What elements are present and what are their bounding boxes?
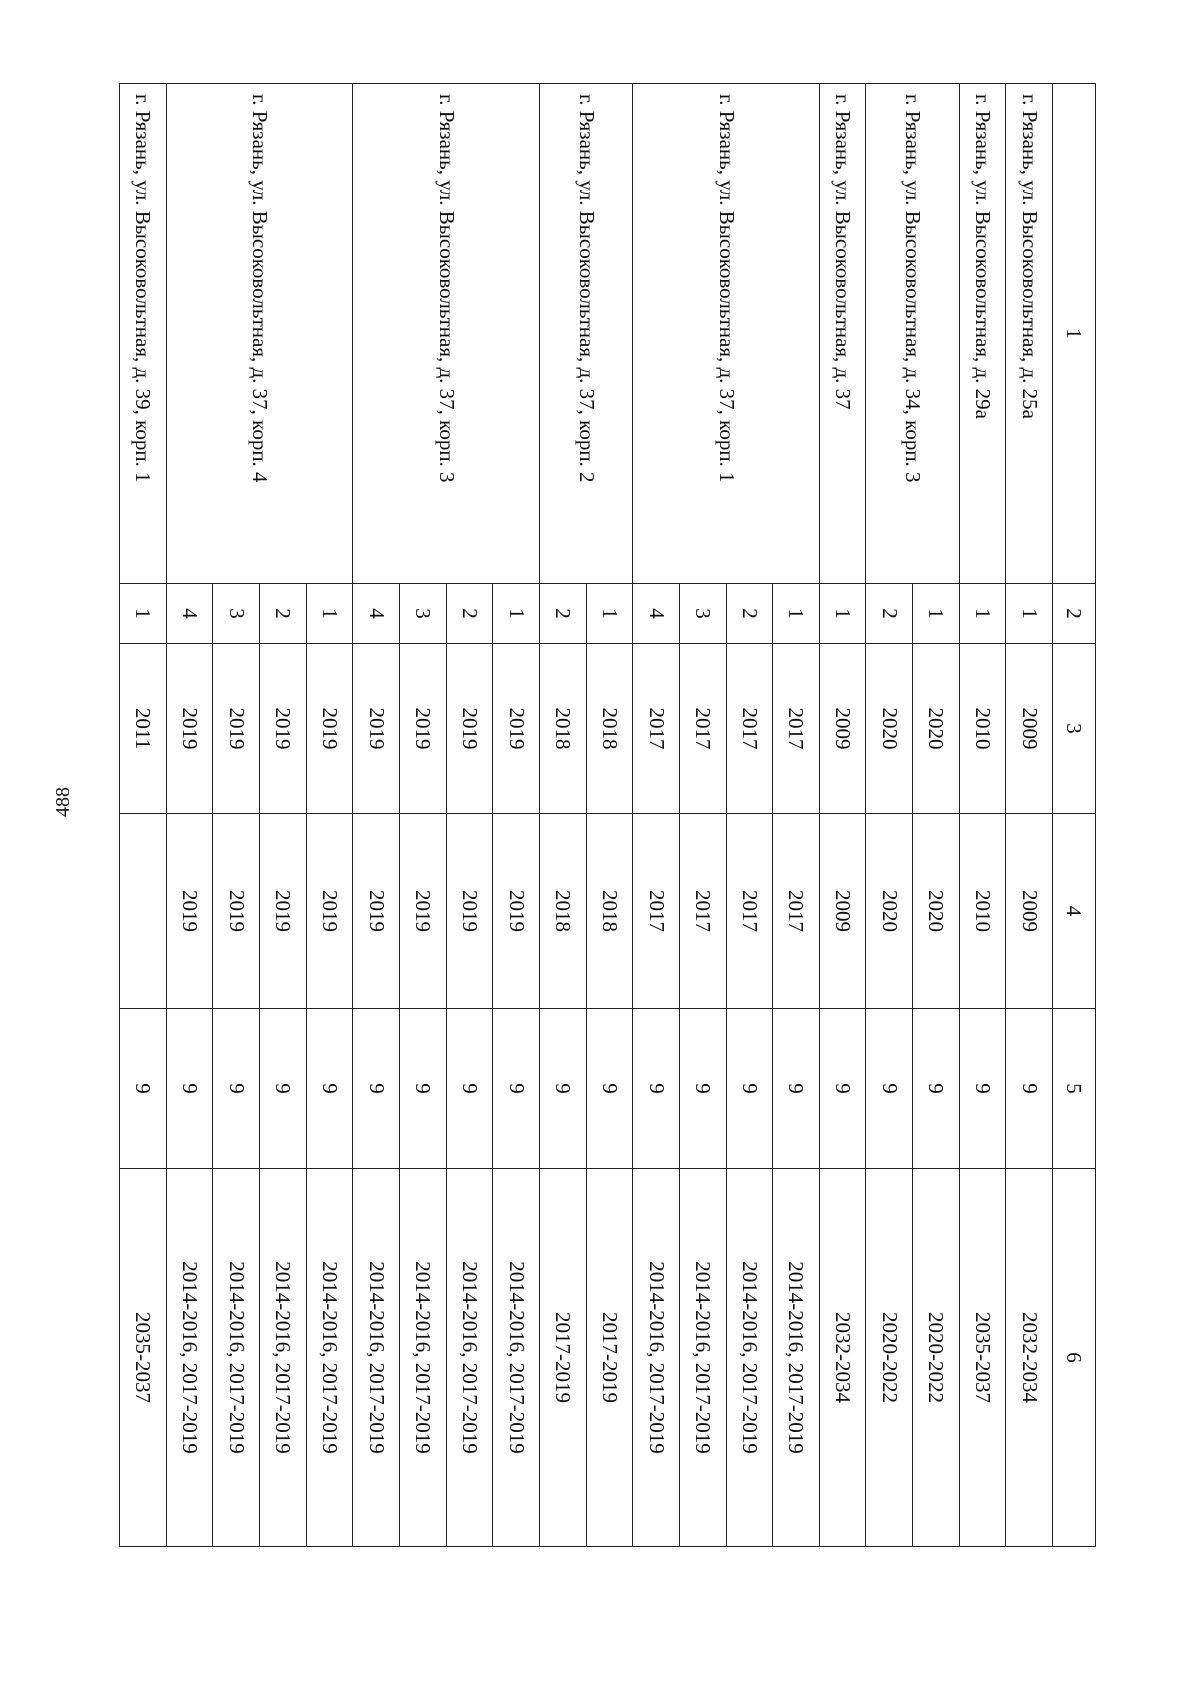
table-cell-c4: 2019 [493, 814, 540, 1009]
table-cell-c2: 3 [213, 584, 260, 644]
table-cell-c2: 4 [633, 584, 680, 644]
table-cell-c2: 2 [260, 584, 307, 644]
table-cell-c3: 2009 [1006, 644, 1053, 814]
table-cell-c6: 2014-2016, 2017-2019 [306, 1169, 353, 1547]
address-cell: г. Рязань, ул. Высоковольтная, д. 25а [1006, 84, 1053, 584]
table-cell-c6: 2014-2016, 2017-2019 [679, 1169, 726, 1547]
table-cell-c5: 9 [1006, 1009, 1053, 1169]
header-cell: 3 [1053, 644, 1096, 814]
table-cell-c4: 2017 [679, 814, 726, 1009]
table-cell-c2: 2 [726, 584, 773, 644]
table-row [913, 84, 960, 1547]
table-cell-c3: 2011 [120, 644, 167, 814]
table-cell-c5: 9 [913, 1009, 960, 1169]
table-row [586, 84, 633, 1547]
table-cell-c5: 9 [679, 1009, 726, 1169]
table-cell-c3: 2018 [586, 644, 633, 814]
table-cell-c6: 2032-2034 [1006, 1169, 1053, 1547]
table-cell-c2: 1 [819, 584, 866, 644]
address-cell: г. Рязань, ул. Высоковольтная, д. 37, корп. 3 [353, 84, 540, 584]
housing-table [119, 83, 1096, 1547]
header-cell: 2 [1053, 584, 1096, 644]
table-cell-c4: 2009 [819, 814, 866, 1009]
table-cell-c4: 2017 [773, 814, 820, 1009]
table-cell-c4: 2019 [213, 814, 260, 1009]
table-cell-c4: 2010 [959, 814, 1006, 1009]
page-number: 488 [52, 787, 74, 817]
table-cell-c4: 2018 [586, 814, 633, 1009]
table-cell-c2: 1 [306, 584, 353, 644]
table-cell-c5: 9 [633, 1009, 680, 1169]
table-cell-c6: 2014-2016, 2017-2019 [166, 1169, 213, 1547]
table-cell-c5: 9 [959, 1009, 1006, 1169]
address-cell: г. Рязань, ул. Высоковольтная, д. 37, корп. 4 [166, 84, 353, 584]
table-cell-c2: 3 [400, 584, 447, 644]
address-cell: г. Рязань, ул. Высоковольтная, д. 37 [819, 84, 866, 584]
table-cell-c4: 2019 [446, 814, 493, 1009]
header-cell: 5 [1053, 1009, 1096, 1169]
table-cell-c6: 2014-2016, 2017-2019 [773, 1169, 820, 1547]
table-cell-c2: 1 [959, 584, 1006, 644]
table-cell-c4 [120, 814, 167, 1009]
table-cell-c4: 2019 [353, 814, 400, 1009]
table-body [120, 84, 1053, 1547]
table-cell-c2: 4 [166, 584, 213, 644]
table-cell-c5: 9 [866, 1009, 913, 1169]
table-cell-c3: 2010 [959, 644, 1006, 814]
table-cell-c5: 9 [120, 1009, 167, 1169]
table-cell-c4: 2017 [726, 814, 773, 1009]
table-cell-c4: 2019 [260, 814, 307, 1009]
table-cell-c5: 9 [446, 1009, 493, 1169]
table-cell-c4: 2020 [866, 814, 913, 1009]
table-cell-c6: 2014-2016, 2017-2019 [260, 1169, 307, 1547]
table-cell-c2: 1 [586, 584, 633, 644]
table-cell-c2: 4 [353, 584, 400, 644]
table-row [819, 84, 866, 1547]
table-cell-c3: 2019 [260, 644, 307, 814]
table-cell-c3: 2019 [446, 644, 493, 814]
table-cell-c5: 9 [819, 1009, 866, 1169]
header-cell: 4 [1053, 814, 1096, 1009]
table-cell-c5: 9 [493, 1009, 540, 1169]
table-cell-c3: 2019 [166, 644, 213, 814]
table-cell-c2: 1 [913, 584, 960, 644]
table-row [306, 84, 353, 1547]
table-cell-c3: 2019 [353, 644, 400, 814]
table-cell-c6: 2014-2016, 2017-2019 [400, 1169, 447, 1547]
table-cell-c3: 2020 [866, 644, 913, 814]
table-cell-c5: 9 [773, 1009, 820, 1169]
table-cell-c5: 9 [213, 1009, 260, 1169]
table-cell-c4: 2019 [306, 814, 353, 1009]
table-cell-c4: 2019 [166, 814, 213, 1009]
table-cell-c6: 2014-2016, 2017-2019 [213, 1169, 260, 1547]
table-cell-c6: 2035-2037 [959, 1169, 1006, 1547]
table-cell-c3: 2019 [493, 644, 540, 814]
table-cell-c4: 2009 [1006, 814, 1053, 1009]
table-cell-c6: 2014-2016, 2017-2019 [726, 1169, 773, 1547]
header-row [1053, 84, 1096, 1547]
header-cell: 6 [1053, 1169, 1096, 1547]
table-cell-c3: 2020 [913, 644, 960, 814]
table-cell-c4: 2020 [913, 814, 960, 1009]
table-cell-c6: 2017-2019 [539, 1169, 586, 1547]
table-cell-c2: 1 [773, 584, 820, 644]
table-cell-c6: 2017-2019 [586, 1169, 633, 1547]
table-cell-c6: 2014-2016, 2017-2019 [353, 1169, 400, 1547]
table-cell-c5: 9 [260, 1009, 307, 1169]
table-cell-c3: 2017 [633, 644, 680, 814]
table-cell-c6: 2014-2016, 2017-2019 [493, 1169, 540, 1547]
table-cell-c6: 2035-2037 [120, 1169, 167, 1547]
table-row [120, 84, 167, 1547]
header-cell: 1 [1053, 84, 1096, 584]
table-cell-c3: 2009 [819, 644, 866, 814]
table-cell-c2: 2 [446, 584, 493, 644]
table-cell-c3: 2017 [773, 644, 820, 814]
table-cell-c3: 2018 [539, 644, 586, 814]
table-cell-c6: 2020-2022 [866, 1169, 913, 1547]
address-cell: г. Рязань, ул. Высоковольтная, д. 34, корп. 3 [866, 84, 959, 584]
table-cell-c6: 2032-2034 [819, 1169, 866, 1547]
table-cell-c6: 2014-2016, 2017-2019 [633, 1169, 680, 1547]
table-row [773, 84, 820, 1547]
table-cell-c2: 2 [539, 584, 586, 644]
table-cell-c3: 2019 [400, 644, 447, 814]
table-row [493, 84, 540, 1547]
table-cell-c4: 2017 [633, 814, 680, 1009]
table-cell-c3: 2017 [726, 644, 773, 814]
address-cell: г. Рязань, ул. Высоковольтная, д. 37, корп. 1 [633, 84, 820, 584]
table-row [1006, 84, 1053, 1547]
table-cell-c4: 2018 [539, 814, 586, 1009]
table-container [119, 83, 1096, 1546]
table-cell-c5: 9 [400, 1009, 447, 1169]
address-cell: г. Рязань, ул. Высоковольтная, д. 39, корп. 1 [120, 84, 167, 584]
table-cell-c6: 2014-2016, 2017-2019 [446, 1169, 493, 1547]
table-cell-c5: 9 [306, 1009, 353, 1169]
table-cell-c2: 3 [679, 584, 726, 644]
table-cell-c2: 2 [866, 584, 913, 644]
address-cell: г. Рязань, ул. Высоковольтная, д. 37, корп. 2 [539, 84, 632, 584]
table-cell-c3: 2017 [679, 644, 726, 814]
table-cell-c3: 2019 [306, 644, 353, 814]
table-cell-c6: 2020-2022 [913, 1169, 960, 1547]
table-cell-c5: 9 [726, 1009, 773, 1169]
table-cell-c2: 1 [120, 584, 167, 644]
table-cell-c5: 9 [166, 1009, 213, 1169]
table-cell-c2: 1 [493, 584, 540, 644]
table-cell-c5: 9 [539, 1009, 586, 1169]
table-cell-c4: 2019 [400, 814, 447, 1009]
table-row [959, 84, 1006, 1547]
table-cell-c5: 9 [353, 1009, 400, 1169]
table-cell-c5: 9 [586, 1009, 633, 1169]
table-cell-c3: 2019 [213, 644, 260, 814]
address-cell: г. Рязань, ул. Высоковольтная, д. 29а [959, 84, 1006, 584]
table-cell-c2: 1 [1006, 584, 1053, 644]
